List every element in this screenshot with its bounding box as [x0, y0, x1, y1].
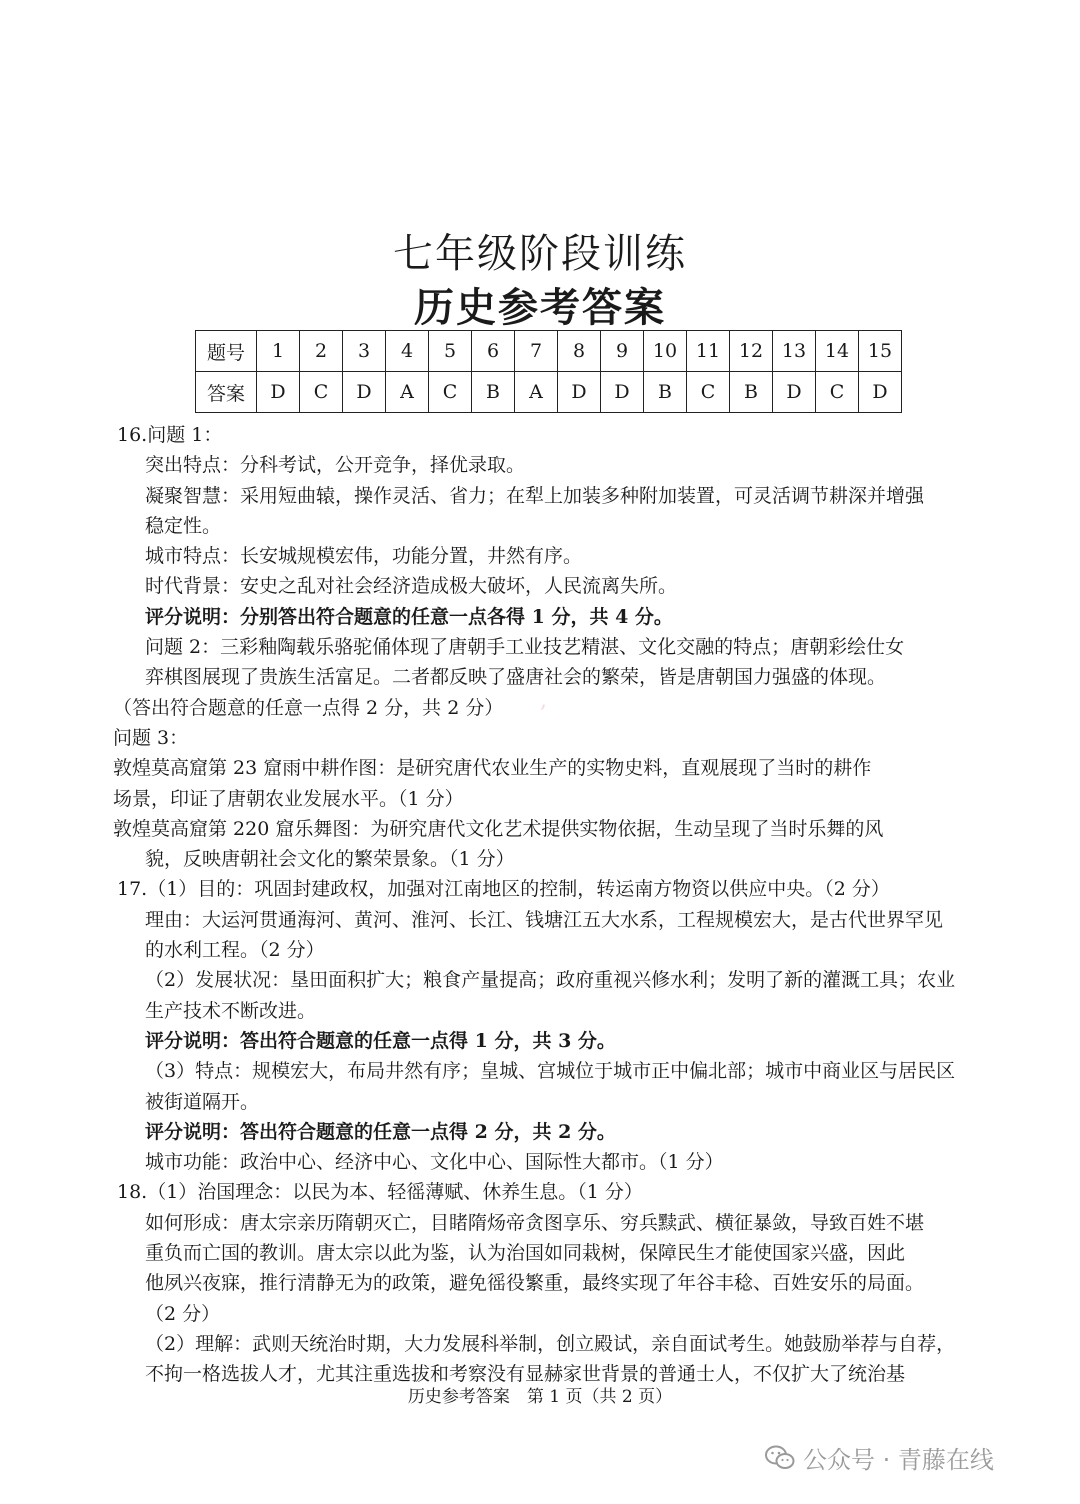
answer-line: 问题 2：三彩釉陶载乐骆驼俑体现了唐朝手工业技艺精湛、文化交融的特点；唐朝彩绘仕女 — [145, 636, 905, 659]
wechat-icon — [765, 1445, 795, 1471]
answer-line: 城市功能：政治中心、经济中心、文化中心、国际性大都市。（1 分） — [145, 1151, 724, 1174]
answer-line: 不拘一格选拔人才，尤其注重选拔和考察没有显赫家世背景的普通士人，不仅扩大了统治基 — [145, 1363, 906, 1386]
watermark — [765, 1440, 994, 1475]
answer-table — [195, 330, 902, 413]
answer-table-number-header: 题号 — [196, 331, 257, 372]
answer-line: 凝聚智慧：采用短曲辕，操作灵活、省力；在犁上加装多种附加装置，可灵活调节耕深并增强 — [145, 484, 925, 507]
answer-line: 时代背景：安史之乱对社会经济造成极大破坏，人民流离失所。 — [145, 575, 678, 598]
answer-line: 貌，反映唐朝社会文化的繁荣景象。（1 分） — [145, 848, 515, 871]
question-number-cell: 11 — [687, 331, 730, 372]
question-number-cell: 9 — [601, 331, 644, 372]
answer-cell: D — [558, 372, 601, 413]
answer-line: （2）理解：武则天统治时期，大力发展科举制，创立殿试，亲自面试考生。她鼓励举荐与自荐， — [145, 1332, 956, 1355]
question-number-cell: 4 — [386, 331, 429, 372]
answer-line: 如何形成：唐太宗亲历隋朝灭亡，目睹隋炀帝贪图享乐、穷兵黩武、横征暴敛，导致百姓不堪 — [145, 1211, 925, 1234]
answer-line: 城市特点：长安城规模宏伟，功能分置，井然有序。 — [145, 545, 583, 568]
question-number-cell: 10 — [644, 331, 687, 372]
answer-line: （2）发展状况：垦田面积扩大；粮食产量提高；政府重视兴修水利；发明了新的灌溉工具；农业 — [145, 969, 956, 992]
watermark-text: 公众号 · 青藤在线 — [803, 1446, 994, 1474]
answer-line: 敦煌莫高窟第 23 窟雨中耕作图：是研究唐代农业生产的实物史料，直观展现了当时的耕作 — [113, 757, 872, 780]
stray-mark: , — [540, 688, 547, 713]
question-number-cell: 14 — [816, 331, 859, 372]
answer-line: （答出符合题意的任意一点得 2 分，共 2 分） — [113, 696, 504, 719]
page-footer: 历史参考答案 第 1 页（共 2 页） — [407, 1387, 673, 1407]
answer-cell: D — [859, 372, 902, 413]
answer-line: （2 分） — [145, 1302, 221, 1325]
question-number-cell: 5 — [429, 331, 472, 372]
answer-cell: C — [816, 372, 859, 413]
question-number-cell: 2 — [300, 331, 343, 372]
question-number-cell: 3 — [343, 331, 386, 372]
answer-line: 理由：大运河贯通海河、黄河、淮河、长江、钱塘江五大水系，工程规模宏大，是古代世界罕见 — [145, 908, 944, 931]
answer-cell: C — [687, 372, 730, 413]
answer-line: 17.（1）目的：巩固封建政权，加强对江南地区的控制，转运南方物资以供应中央。（2 分） — [117, 878, 890, 901]
answer-cell: D — [773, 372, 816, 413]
answer-cell: C — [300, 372, 343, 413]
answer-line: 的水利工程。（2 分） — [145, 939, 325, 962]
question-number-cell: 13 — [773, 331, 816, 372]
question-number-cell: 12 — [730, 331, 773, 372]
scoring-note-line: 评分说明：答出符合题意的任意一点得 1 分，共 3 分。 — [145, 1029, 616, 1052]
answer-cell: D — [343, 372, 386, 413]
answer-line: （3）特点：规模宏大，布局井然有序；皇城、宫城位于城市正中偏北部；城市中商业区与居民区 — [145, 1060, 956, 1083]
answer-line: 被街道隔开。 — [145, 1090, 260, 1113]
answer-cell: A — [515, 372, 558, 413]
answer-line: 他夙兴夜寐，推行清静无为的政策，避免徭役繁重，最终实现了年谷丰稔、百姓安乐的局面。 — [145, 1272, 925, 1295]
answer-line: 问题 3： — [113, 726, 189, 749]
question-number-cell: 1 — [257, 331, 300, 372]
answer-cell: A — [386, 372, 429, 413]
scoring-note-line: 评分说明：分别答出符合题意的任意一点各得 1 分，共 4 分。 — [145, 605, 673, 628]
answer-cell: B — [644, 372, 687, 413]
answer-line: 16.问题 1： — [117, 424, 223, 446]
question-number-cell: 15 — [859, 331, 902, 372]
answer-table-answer-row — [196, 372, 902, 413]
answer-cell: D — [257, 372, 300, 413]
answer-line: 弈棋图展现了贵族生活富足。二者都反映了盛唐社会的繁荣，皆是唐朝国力强盛的体现。 — [145, 666, 887, 689]
answer-line: 稳定性。 — [145, 514, 222, 537]
answer-cell: B — [730, 372, 773, 413]
answer-table-number-row — [196, 331, 902, 372]
answer-line: 场景，印证了唐朝农业发展水平。（1 分） — [113, 787, 464, 810]
doc-title-subject: 历史参考答案 — [414, 284, 666, 331]
answer-line: 18.（1）治国理念：以民为本、轻徭薄赋、休养生息。（1 分） — [117, 1181, 643, 1204]
question-number-cell: 8 — [558, 331, 601, 372]
answer-line: 敦煌莫高窟第 220 窟乐舞图：为研究唐代文化艺术提供实物依据，生动呈现了当时乐舞的风 — [113, 817, 884, 840]
answer-line: 突出特点：分科考试，公开竞争，择优录取。 — [145, 454, 526, 477]
answer-cell: D — [601, 372, 644, 413]
answer-line: 重负而亡国的教训。唐太宗以此为鉴，认为治国如同栽树，保障民生才能使国家兴盛，因此 — [145, 1242, 906, 1265]
doc-title-grade: 七年级阶段训练 — [393, 231, 687, 277]
question-number-cell: 6 — [472, 331, 515, 372]
answer-cell: C — [429, 372, 472, 413]
answer-body — [113, 420, 973, 1390]
scoring-note-line: 评分说明：答出符合题意的任意一点得 2 分，共 2 分。 — [145, 1120, 616, 1143]
answer-table-answer-header: 答案 — [196, 372, 257, 413]
question-number-cell: 7 — [515, 331, 558, 372]
answer-cell: B — [472, 372, 515, 413]
answer-line: 生产技术不断改进。 — [145, 999, 317, 1022]
